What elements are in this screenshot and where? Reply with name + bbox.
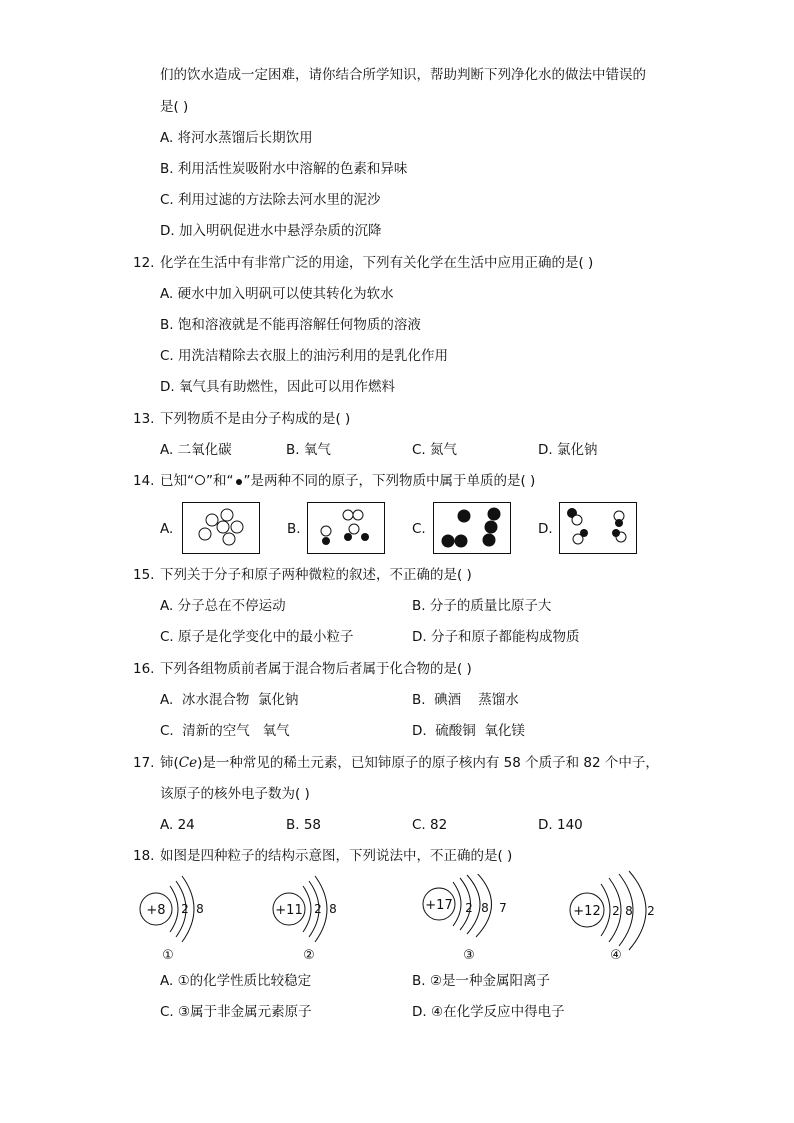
q14-stem xyxy=(160,472,535,490)
q16-number: 16. xyxy=(133,661,155,677)
q13-stem: 下列物质不是由分子构成的是( ) xyxy=(160,411,351,427)
atom-1-label: ① xyxy=(162,948,174,962)
q14-number: 14. xyxy=(133,473,155,489)
atom-structure-diagram-3 xyxy=(415,874,535,962)
q18-number: 18. xyxy=(133,848,155,864)
q13-option-a: A. 二氧化碳 xyxy=(160,442,232,458)
atom-2-label: ② xyxy=(303,948,315,962)
q14-model-b xyxy=(307,502,385,554)
atom-2-nucleus: +11 xyxy=(275,903,303,918)
q13-option-b: B. 氧气 xyxy=(286,442,331,458)
q12-option-c: C. 用洗洁精除去衣服上的油污利用的是乳化作用 xyxy=(160,348,449,364)
q17-option-b: B. 58 xyxy=(286,817,322,833)
q13-option-d: D. 氯化钠 xyxy=(538,442,598,458)
atom-1-nucleus: +8 xyxy=(146,903,166,918)
q14-label-c: C. xyxy=(412,521,426,537)
q11-stem-line2: 是( ) xyxy=(160,99,189,115)
q15-option-c: C. 原子是化学变化中的最小粒子 xyxy=(160,629,354,645)
q17-stem xyxy=(160,754,659,772)
q17-number: 17. xyxy=(133,755,155,771)
q11-option-d: D. 加入明矾促进水中悬浮杂质的沉降 xyxy=(160,223,382,239)
q16-option-a: A. 冰水混合物 氯化钠 xyxy=(160,692,299,708)
q17-element-symbol: Ce xyxy=(178,755,198,771)
q16-option-d: D. 硫酸铜 氧化镁 xyxy=(412,723,525,739)
atom-4-shell-1: 2 xyxy=(612,904,620,918)
q16-option-c: C. 清新的空气 氧气 xyxy=(160,723,290,739)
q14-model-d xyxy=(559,502,637,554)
q16-option-b: B. 碘酒 蒸馏水 xyxy=(412,692,519,708)
q15-number: 15. xyxy=(133,567,155,583)
q18-option-b: B. ②是一种金属阳离子 xyxy=(412,973,550,989)
q14-stem-start: 已知“ xyxy=(160,473,194,489)
q18-option-c: C. ③属于非金属元素原子 xyxy=(160,1004,312,1020)
q11-option-a: A. 将河水蒸馏后长期饮用 xyxy=(160,130,313,146)
atom-4-nucleus: +12 xyxy=(573,904,601,919)
atom-structure-diagram-1 xyxy=(132,874,232,962)
q12-number: 12. xyxy=(133,255,155,271)
atom-2-shell-1: 2 xyxy=(314,902,322,916)
q17-stem-start: 铈( xyxy=(160,755,179,771)
atom-structure-diagram-4 xyxy=(563,870,683,962)
q15-option-d: D. 分子和原子都能构成物质 xyxy=(412,629,580,645)
atom-structure-diagram-2 xyxy=(265,874,365,962)
atom-3-shell-1: 2 xyxy=(465,901,473,915)
q12-stem: 化学在生活中有非常广泛的用途，下列有关化学在生活中应用正确的是( ) xyxy=(160,255,594,271)
q15-stem: 下列关于分子和原子两种微粒的叙述，不正确的是( ) xyxy=(160,567,472,583)
q15-option-b: B. 分子的质量比原子大 xyxy=(412,598,552,614)
q17-option-c: C. 82 xyxy=(412,817,448,833)
q16-stem: 下列各组物质前者属于混合物后者属于化合物的是( ) xyxy=(160,661,472,677)
q18-stem: 如图是四种粒子的结构示意图，下列说法中，不正确的是( ) xyxy=(160,848,513,864)
atom-3-label: ③ xyxy=(463,948,475,962)
q17-stem-rest: )是一种常见的稀土元素，已知铈原子的原子核内有 58 个质子和 82 个中子， xyxy=(197,755,659,771)
atom-2-shell-2: 8 xyxy=(329,902,337,916)
q13-option-c: C. 氮气 xyxy=(412,442,458,458)
q17-stem-line2: 该原子的核外电子数为( ) xyxy=(160,786,310,802)
atom-4-shell-2: 8 xyxy=(625,904,633,918)
q11-option-b: B. 利用活性炭吸附水中溶解的色素和异味 xyxy=(160,161,408,177)
q17-option-a: A. 24 xyxy=(160,817,195,833)
q12-option-a: A. 硬水中加入明矾可以使其转化为软水 xyxy=(160,286,394,302)
q15-option-a: A. 分子总在不停运动 xyxy=(160,598,286,614)
atom-3-shell-2: 8 xyxy=(481,901,489,915)
q12-option-d: D. 氧气具有助燃性，因此可以用作燃料 xyxy=(160,379,395,395)
q14-model-a xyxy=(182,502,260,554)
white-atom-icon xyxy=(194,474,206,486)
q14-stem-mid: ”和“ xyxy=(206,473,234,489)
q11-stem-line1: 们的饮水造成一定困难，请你结合所学知识，帮助判断下列净化水的做法中错误的 xyxy=(160,67,646,83)
q18-option-a: A. ①的化学性质比较稳定 xyxy=(160,973,312,989)
black-atom-icon xyxy=(234,474,244,486)
atom-1-shell-1: 2 xyxy=(181,902,189,916)
atom-3-shell-3: 7 xyxy=(499,901,507,915)
atom-4-shell-3: 2 xyxy=(647,904,655,918)
q13-number: 13. xyxy=(133,411,155,427)
q18-option-d: D. ④在化学反应中得电子 xyxy=(412,1004,565,1020)
q14-label-b: B. xyxy=(287,521,301,537)
atom-4-label: ④ xyxy=(610,948,622,962)
q14-label-a: A. xyxy=(160,521,174,537)
atom-1-shell-2: 8 xyxy=(196,902,204,916)
q11-option-c: C. 利用过滤的方法除去河水里的泥沙 xyxy=(160,192,381,208)
q14-label-d: D. xyxy=(538,521,553,537)
q14-stem-end: ”是两种不同的原子，下列物质中属于单质的是( ) xyxy=(243,473,536,489)
q12-option-b: B. 饱和溶液就是不能再溶解任何物质的溶液 xyxy=(160,317,421,333)
atom-3-nucleus: +17 xyxy=(425,898,453,913)
q14-model-c xyxy=(433,502,511,554)
q17-option-d: D. 140 xyxy=(538,817,583,833)
